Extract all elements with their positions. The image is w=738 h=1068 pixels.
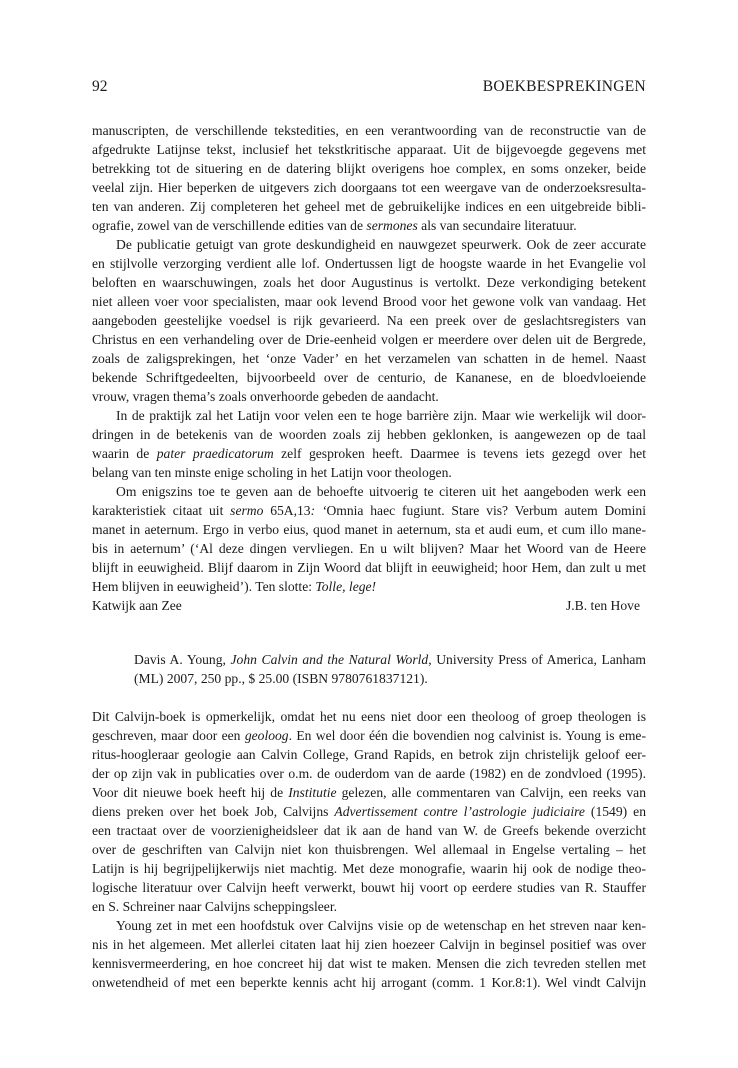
text-line: blijft in eeuwigheid. Blijf daarom in Zijn Woord dat blijft in eeuwigheid; hoor Hem, dan zult u met: [92, 560, 646, 575]
text-line: betrekking tot de situering en de datering blijkt overigens hoe complex, en soms onzeker, beide: [92, 161, 646, 176]
citation-line: Davis A. Young, John Calvin and the Natural World, University Press of America, Lanham: [134, 652, 646, 667]
text-line: ografie, zowel van de verschillende edities van de sermones als van secundaire literatuur.: [92, 218, 577, 233]
text-line: een tractaat over de voorzienigheidsleer dat ik aan de hand van W. de Greefs bekende overzicht: [92, 823, 646, 838]
reviewer-place: Katwijk aan Zee: [92, 598, 182, 613]
text-line: Om enigszins toe te geven aan de behoefte uitvoerig te citeren uit het aangeboden werk een: [116, 484, 646, 499]
citation-line: (ML) 2007, 250 pp., $ 25.00 (ISBN 9780761837121).: [134, 671, 428, 686]
text-line: De publicatie getuigt van grote deskundigheid en nauwgezet speurwerk. Ook de zeer accurate: [116, 237, 646, 252]
text-line: onwetendheid of met een beperkte kennis acht hij arrogant (comm. 1 Kor.8:1). Wel vindt Calvijn: [92, 975, 646, 990]
italic-term: geoloog: [244, 728, 289, 743]
text-line: Young zet in met een hoofdstuk over Calvijns visie op de wetenschap en het streven naar ken-: [116, 918, 646, 933]
text-line: belang van ten minste enige scholing in het Latijn voor theologen.: [92, 465, 452, 480]
italic-term: sermo: [230, 503, 264, 518]
italic-term: sermones: [366, 218, 418, 233]
review-signature: [92, 596, 646, 615]
text-line: Latijn is hij begrijpelijkerwijs niet machtig. Met deze monografie, waarin hij ook de nodige theo-: [92, 861, 646, 876]
text-line: Christus en een verhandeling over de Drie-eenheid volgen er meerdere over delen uit de Bergrede,: [92, 332, 646, 347]
text-line: over de geschriften van Calvijn niet kon thuisbrengen. Wel allemaal in Engelse vertaling – het: [92, 842, 646, 857]
text-line: ten van anderen. Zij completeren het geheel met de gebruikelijke indices en een uitgebreide bibli-: [92, 199, 646, 214]
text-line: manet in aeternum. Ergo in verbo eius, quod manet in aeternum, sta et audi eum, et cum illo mane-: [92, 522, 646, 537]
text-line: zoals de zaligsprekingen, het ‘onze Vader’ en het verzamelen van schatten in de hemel. Naast: [92, 351, 646, 366]
text-line: beloften en waarschuwingen, zoals het door Augustinus is vertolkt. Deze verkondiging betekent: [92, 275, 646, 290]
text-line: Dit Calvijn-boek is opmerkelijk, omdat het nu eens niet door een theoloog of groep theologen is: [92, 709, 646, 724]
text-line: afgedrukte Latijnse tekst, inclusief het tekstkritische apparaat. Uit de bijgevoegde gegevens met: [92, 142, 646, 157]
text-line: vrouw, vragen thema’s zoals onverhoorde gebeden de aandacht.: [92, 389, 439, 404]
text-line: karakteristiek citaat uit sermo 65A,13: ‘Omnia haec fugiunt. Stare vis? Verbum autem Domini: [92, 503, 646, 518]
book-title: John Calvin and the Natural World: [230, 652, 429, 667]
italic-term: Advertissement contre l’astrologie judiciaire: [334, 804, 585, 819]
book-citation: [134, 650, 646, 688]
text-line: geschreven, maar door een geoloog. En wel door één die bovendien nog calvinist is. Young is eme-: [92, 728, 646, 743]
review-2-body: [92, 707, 646, 992]
text-line: dringen in de betekenis van de woorden zoals zij hebben geklonken, is aangewezen op de taal: [92, 427, 646, 442]
text-line: waarin de pater praedicatorum zelf gesproken heeft. Daarmee is tevens iets gezegd over het: [92, 446, 646, 461]
text-line: kennisvermeerdering, en hoe concreet hij dat wist te maken. Mensen die zich tevreden stellen met: [92, 956, 646, 971]
running-header: [92, 78, 646, 100]
text-line: Voor dit nieuwe boek heeft hij de Institutie gelezen, alle commentaren van Calvijn, een reeks van: [92, 785, 646, 800]
text-line: diens preken over het boek Job, Calvijns Advertissement contre l’astrologie judiciaire (1549) en: [92, 804, 646, 819]
text-line: en S. Schreiner naar Calvijns scheppingsleer.: [92, 899, 337, 914]
text-line: bekende Schriftgedeelten, bijvoorbeeld over de centurio, de Kananese, en de bloedvloeiende: [92, 370, 646, 385]
text-line: ritus-hoogleraar geologie aan Calvin College, Grand Rapids, en betrok zijn christelijk geloof eer-: [92, 747, 646, 762]
review-1-body: [92, 121, 646, 615]
text-line: logische literatuur over Calvijn heeft verwerkt, bouwt hij voort op eerdere studies van R. Stauffer: [92, 880, 646, 895]
text-line: veelal zijn. Hier beperken de uitgevers zich doorgaans tot een weergave van de onderzoeksresulta-: [92, 180, 646, 195]
page-number: 92: [92, 78, 108, 95]
text-line: manuscripten, de verschillende tekstedities, en een verantwoording van de reconstructie van de: [92, 123, 646, 138]
text-line: Hem blijven in eeuwigheid’). Ten slotte: Tolle, lege!: [92, 579, 377, 594]
italic-term: Institutie: [288, 785, 337, 800]
text-line: niet alleen voer voor specialisten, maar ook levend Brood voor het gewone volk van vandaag. Het: [92, 294, 646, 309]
text-line: bis in aeternum’ (‘Al deze dingen vervliegen. En u wilt blijven? Maar het Woord van de Heere: [92, 541, 646, 556]
text-line: In de praktijk zal het Latijn voor velen een te hoge barrière zijn. Maar wie werkelijk wil door-: [116, 408, 646, 423]
reviewer-name: J.B. ten Hove: [565, 598, 640, 613]
running-title: BOEKBESPREKINGEN: [482, 78, 646, 95]
text-line: nis in het algemeen. Met allerlei citaten laat hij zien hoezeer Calvijn in beginsel positief was over: [92, 937, 646, 952]
text-line: der op zijn vak in publicaties over o.m. de ouderdom van de aarde (1982) en de zondvloed (1995).: [92, 766, 646, 781]
italic-term: Tolle, lege!: [315, 579, 377, 594]
text-line: aangeboden geestelijke voedsel is rijk gevarieerd. Na een preek over de geslachtsregisters van: [92, 313, 646, 328]
italic-term: pater praedicatorum: [156, 446, 274, 461]
text-line: en stijlvolle verzorging verdient alle lof. Ondertussen ligt de hoogste waarde in het Evangelie vol: [92, 256, 646, 271]
